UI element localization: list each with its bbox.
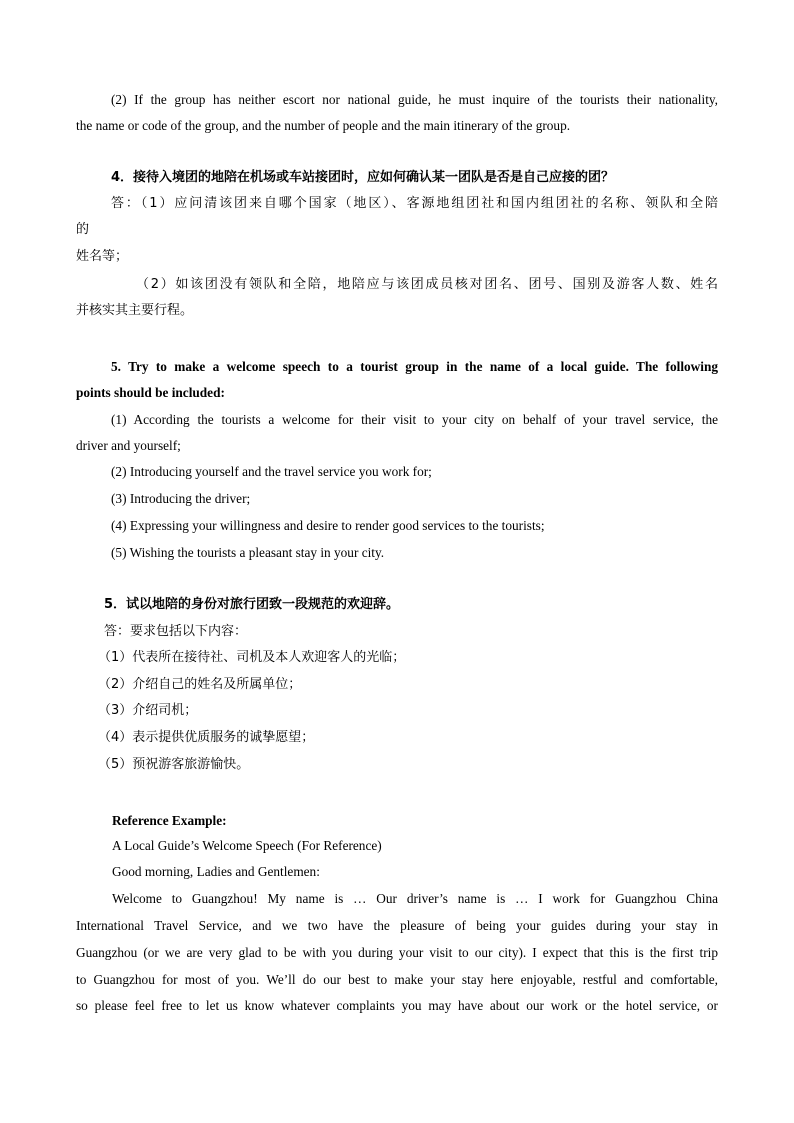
paragraph-line: (2) If the group has neither escort nor national guide, he must inquire of the tourists their nationality, xyxy=(111,92,718,107)
paragraph-line: so please feel free to let us know whatever complaints you may have about our work or the hotel service, or xyxy=(76,998,718,1013)
section-heading: Reference Example: xyxy=(112,813,227,828)
question-heading: 5．试以地陪的身份对旅行团致一段规范的欢迎辞。 xyxy=(104,597,400,612)
list-item: （1）代表所在接待社、司机及本人欢迎客人的光临； xyxy=(98,650,406,665)
list-item: （4）表示提供优质服务的诚挚愿望； xyxy=(98,730,315,745)
answer-line: 姓名等； xyxy=(76,249,129,264)
list-item: driver and yourself; xyxy=(76,438,181,453)
paragraph-line: Good morning, Ladies and Gentlemen: xyxy=(112,864,320,879)
paragraph-line: Guangzhou (or we are very glad to be with you during your visit to our city). I expect that this is the first trip xyxy=(76,945,718,960)
answer-line: （2）如该团没有领队和全陪，地陪应与该团成员核对团名、团号、国别及游客人数、姓名 xyxy=(136,277,718,292)
answer-line: 的 xyxy=(76,222,90,237)
paragraph-line: A Local Guide’s Welcome Speech (For Reference) xyxy=(112,838,382,853)
paragraph-line: to Guangzhou for most of you. We’ll do our best to make your stay here enjoyable, restful and comfortable, xyxy=(76,972,718,987)
list-item: （3）介绍司机； xyxy=(98,703,198,718)
question-heading: 5. Try to make a welcome speech to a tourist group in the name of a local guide. The following xyxy=(111,359,718,374)
list-item: （5）预祝游客旅游愉快。 xyxy=(98,757,250,772)
list-item: (1) According the tourists a welcome for their visit to your city on behalf of your travel service, the xyxy=(111,412,718,427)
list-item: （2）介绍自己的姓名及所属单位； xyxy=(98,677,302,692)
question-heading: 4．接待入境团的地陪在机场或车站接团时，应如何确认某一团队是否是自己应接的团？ xyxy=(111,170,615,185)
paragraph-line: the name or code of the group, and the number of people and the main itinerary of the group. xyxy=(76,118,571,133)
list-item: (4) Expressing your willingness and desire to render good services to the tourists; xyxy=(111,518,545,533)
answer-line: 并核实其主要行程。 xyxy=(76,303,194,318)
list-item: (3) Introducing the driver; xyxy=(111,491,251,506)
list-item: (2) Introducing yourself and the travel service you work for; xyxy=(111,464,432,479)
question-heading: points should be included: xyxy=(76,385,225,400)
paragraph-line: International Travel Service, and we two have the pleasure of being your guides during your stay in xyxy=(76,918,718,933)
answer-line: 答：要求包括以下内容： xyxy=(104,624,248,639)
list-item: (5) Wishing the tourists a pleasant stay in your city. xyxy=(111,545,385,560)
answer-line: 答：（1）应问清该团来自哪个国家（地区）、客源地组团社和国内组团社的名称、领队和全陪 xyxy=(111,196,718,211)
paragraph-line: Welcome to Guangzhou! My name is … Our driver’s name is … I work for Guangzhou China xyxy=(112,891,718,906)
